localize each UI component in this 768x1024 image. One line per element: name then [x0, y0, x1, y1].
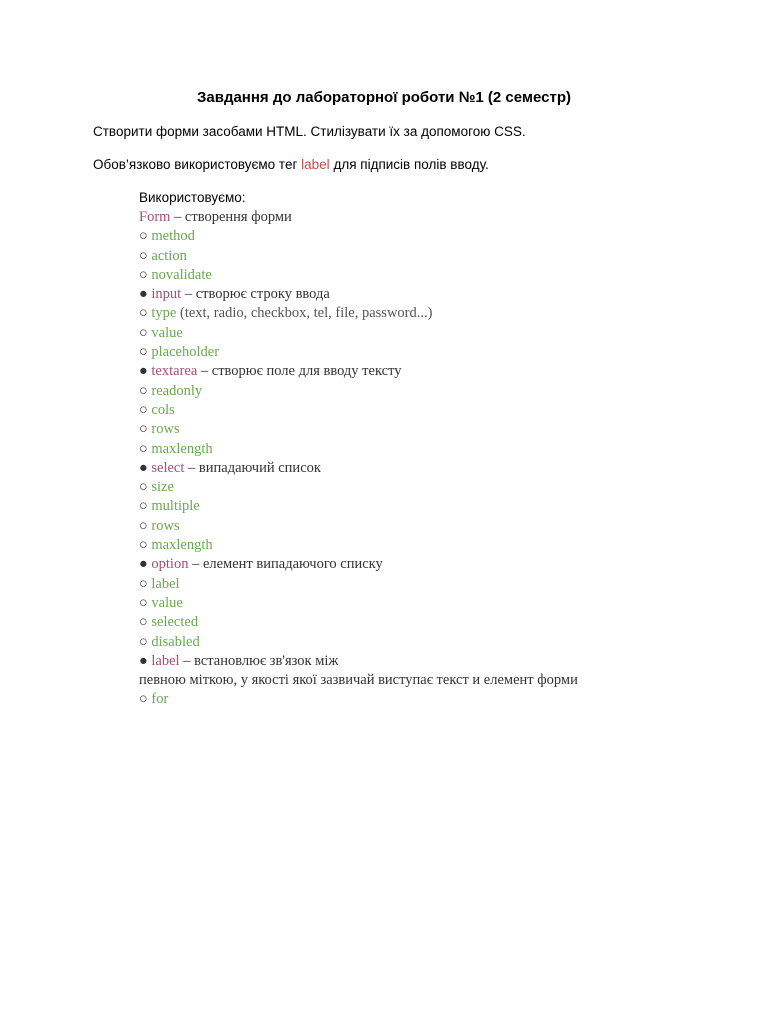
- label-keyword: label: [301, 157, 330, 172]
- list-item: [139, 440, 578, 459]
- list-item: [139, 208, 578, 227]
- list-item: [139, 652, 578, 671]
- list-item-term: for: [151, 691, 169, 708]
- list-item-term: rows: [151, 517, 180, 534]
- bullet-marker: ○: [139, 537, 152, 554]
- list-heading: Використовуємо:: [139, 190, 246, 205]
- list-item-term: novalidate: [151, 266, 212, 283]
- bullet-marker: ○: [139, 517, 152, 534]
- list-item-term: select: [151, 459, 185, 476]
- list-item-term: action: [151, 247, 187, 264]
- list-item-term: textarea: [151, 363, 198, 380]
- list-item: [139, 362, 578, 381]
- list-item-description: – створює поле для вводу тексту: [197, 363, 402, 380]
- list-item: [139, 459, 578, 478]
- bullet-marker: ○: [139, 633, 152, 650]
- list-item-term: placeholder: [151, 344, 220, 361]
- list-item: [139, 382, 578, 401]
- list-item-term: option: [151, 556, 189, 573]
- list-item: [139, 575, 578, 594]
- paragraph-text-before: Обов’язково використовуємо тег: [93, 157, 302, 172]
- bullet-marker: ○: [139, 479, 152, 496]
- task-paragraph: Створити форми засобами HTML. Стилізувати їх за допомогою CSS.: [93, 124, 526, 139]
- list-item: [139, 285, 578, 304]
- bullet-marker: ○: [139, 382, 152, 399]
- bullet-marker: ○: [139, 324, 152, 341]
- list-item-term: size: [151, 479, 174, 496]
- bullet-marker: ○: [139, 594, 152, 611]
- document-title: Завдання до лабораторної роботи №1 (2 семестр): [196, 89, 572, 106]
- list-item-term: multiple: [151, 498, 200, 515]
- list-item-description: – створення форми: [170, 209, 292, 225]
- bullet-marker: ○: [139, 440, 152, 457]
- list-item-term: disabled: [151, 633, 200, 650]
- list-item-term: value: [151, 324, 183, 341]
- list-item: [139, 304, 578, 323]
- bullet-marker: ○: [139, 247, 152, 264]
- paragraph-text-after: для підписів полів вводу.: [329, 157, 489, 172]
- list-item-term: type: [151, 305, 177, 322]
- list-item: [139, 671, 578, 690]
- list-item: [139, 497, 578, 516]
- list-item: [139, 555, 578, 574]
- list-item: [139, 633, 578, 652]
- list-item: [139, 536, 578, 555]
- bullet-marker: ●: [139, 652, 152, 669]
- list-item-term: label: [151, 652, 180, 669]
- label-requirement-paragraph: [93, 156, 489, 174]
- list-item-description: – елемент випадаючого списку: [188, 556, 383, 573]
- bullet-marker: ●: [139, 286, 152, 303]
- list-item-term: method: [151, 228, 195, 245]
- list-item-description: – встановлює зв'язок між: [179, 652, 339, 669]
- bullet-marker: ●: [139, 459, 152, 476]
- bullet-marker: ●: [139, 363, 152, 380]
- list-item-term: input: [151, 286, 182, 303]
- bullet-marker: ○: [139, 691, 152, 708]
- list-item-term: maxlength: [151, 537, 213, 554]
- list-item: [139, 401, 578, 420]
- list-item-term: label: [151, 575, 180, 592]
- list-item: [139, 690, 578, 709]
- list-item: [139, 266, 578, 285]
- list-item: [139, 478, 578, 497]
- bullet-marker: ○: [139, 266, 152, 283]
- list-item-term: rows: [151, 421, 180, 438]
- list-item-term: cols: [151, 401, 175, 418]
- list-item-term: selected: [151, 614, 199, 631]
- bullet-marker: ○: [139, 401, 152, 418]
- list-item: [139, 324, 578, 343]
- list-item-description: (text, radio, checkbox, tel, file, password...): [176, 305, 433, 322]
- list-item: [139, 343, 578, 362]
- list-item: [139, 247, 578, 266]
- list-item: [139, 227, 578, 246]
- list-item: [139, 420, 578, 439]
- html-elements-list: [139, 208, 578, 710]
- bullet-marker: ○: [139, 498, 152, 515]
- list-item-description: – створює строку ввода: [181, 286, 330, 303]
- list-item-description: певною міткою, у якості якої зазвичай виступає текст и елемент форми: [139, 672, 578, 689]
- bullet-marker: ○: [139, 575, 152, 592]
- list-item: [139, 517, 578, 536]
- list-item: [139, 594, 578, 613]
- bullet-marker: ○: [139, 344, 152, 361]
- list-item-description: – випадаючий список: [184, 459, 321, 476]
- list-item: [139, 613, 578, 632]
- list-item-term: maxlength: [151, 440, 213, 457]
- bullet-marker: ○: [139, 421, 152, 438]
- bullet-marker: ○: [139, 614, 152, 631]
- bullet-marker: ○: [139, 305, 152, 322]
- bullet-marker: ●: [139, 556, 152, 573]
- bullet-marker: ○: [139, 228, 152, 245]
- list-item-term: value: [151, 594, 183, 611]
- list-item-term: Form: [139, 209, 171, 225]
- list-item-term: readonly: [151, 382, 203, 399]
